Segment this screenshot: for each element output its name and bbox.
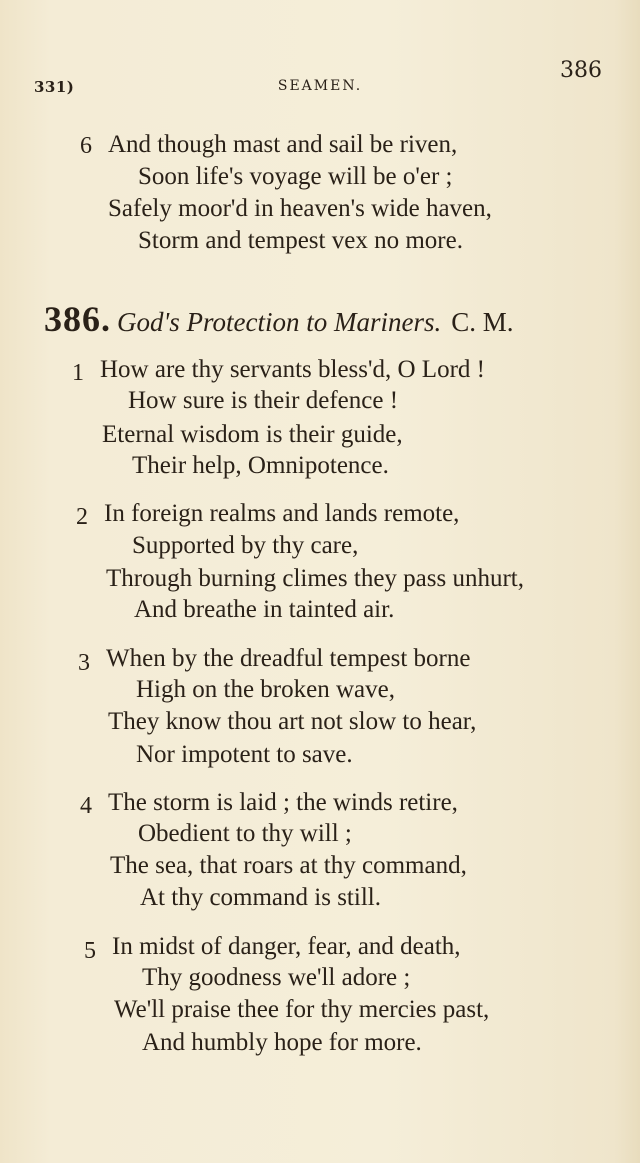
page-number: 331): [34, 78, 75, 96]
stanza-line: In foreign realms and lands remote,: [104, 500, 460, 527]
stanza-line: Supported by thy care,: [132, 532, 359, 559]
stanza-line: And though mast and sail be riven,: [108, 131, 458, 158]
stanza-line: And breathe in tainted air.: [134, 596, 395, 623]
hymn-title: God's Protection to Mariners.: [117, 307, 442, 337]
stanza-line: In midst of danger, fear, and death,: [112, 933, 461, 960]
stanza-number: 6: [80, 133, 92, 159]
stanza-number: 2: [76, 504, 88, 530]
stanza-line: How sure is their defence !: [128, 387, 399, 414]
running-head: SEAMEN.: [277, 78, 363, 94]
stanza-line: At thy command is still.: [140, 884, 381, 911]
stanza-line: We'll praise thee for thy mercies past,: [114, 996, 490, 1023]
stanza-line: Obedient to thy will ;: [138, 820, 352, 847]
stanza-line: And humbly hope for more.: [142, 1029, 422, 1056]
stanza-line: High on the broken wave,: [136, 676, 395, 703]
stanza-line: How are thy servants bless'd, O Lord !: [100, 356, 485, 383]
stanza-line: Storm and tempest vex no more.: [138, 227, 463, 254]
stanza-line: Through burning climes they pass unhurt,: [106, 565, 524, 592]
hymn-heading: [44, 298, 514, 340]
stanza-number: 1: [72, 360, 84, 386]
stanza-line: Nor impotent to save.: [136, 741, 353, 768]
stanza-line: Their help, Omnipotence.: [132, 452, 389, 479]
stanza-line: The sea, that roars at thy command,: [110, 852, 467, 879]
stanza-line: Eternal wisdom is their guide,: [102, 421, 403, 448]
hymn-number-corner: 386: [560, 58, 602, 83]
stanza-line: They know thou art not slow to hear,: [108, 708, 477, 735]
stanza-line: Thy goodness we'll adore ;: [142, 964, 411, 991]
stanza-line: The storm is laid ; the winds retire,: [108, 789, 458, 816]
stanza-line: Safely moor'd in heaven's wide haven,: [108, 195, 492, 222]
hymn-meter: C. M.: [451, 307, 514, 337]
stanza-line: When by the dreadful tempest borne: [106, 645, 471, 672]
stanza-number: 3: [78, 650, 90, 676]
stanza-number: 4: [80, 793, 92, 819]
stanza-line: Soon life's voyage will be o'er ;: [138, 163, 453, 190]
stanza-number: 5: [84, 938, 96, 964]
hymn-number: 386.: [44, 299, 111, 339]
